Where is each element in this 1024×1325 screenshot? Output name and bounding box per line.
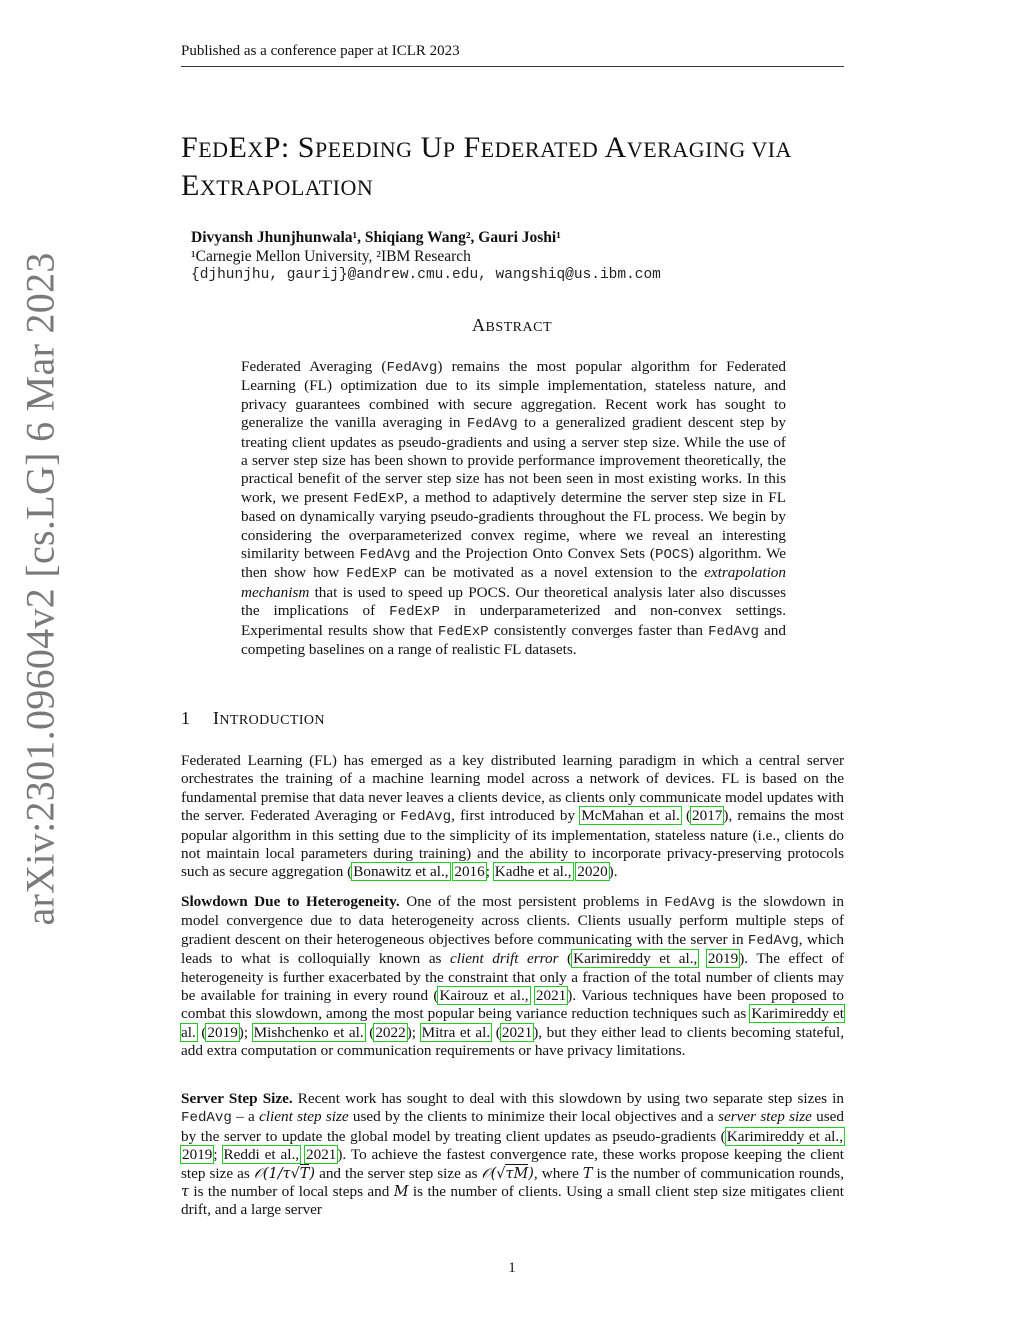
citation-link[interactable]: 2021 xyxy=(501,1023,533,1041)
citation-link[interactable]: Kadhe et al., xyxy=(494,863,572,881)
section-heading-introduction: 1 INTRODUCTION xyxy=(181,708,325,728)
paper-title xyxy=(181,130,861,206)
citation-link[interactable]: 2019 xyxy=(207,1023,238,1041)
citation-link[interactable]: Reddi et al., xyxy=(223,1146,300,1164)
citation-link[interactable]: 2020 xyxy=(577,863,608,881)
arxiv-identifier-stamp: arXiv:2301.09604v2 [cs.LG] 6 Mar 2023 xyxy=(17,252,63,926)
abstract-body: Federated Averaging (FedAvg) remains the most popular algorithm for Federated Learning (FL) optimization due to its simple implementation, stateless nature, and privacy guarantees combined with secure aggregation. Recent work has sought to generalize the vanilla averaging in FedAvg to a generalized gradient descent step by treating client updates as pseudo-gradients and using a server step size. While the use of a server step size has been shown to provide performance improvement theoretically, the practical benefit of the server step size has not been seen in most existing works. In this work, we present FedExP, a method to adaptively determine the server step size in FL based on dynamically varying pseudo-gradients throughout the FL process. We begin by considering the overparameterized convex regime, where we reveal an interesting similarity between FedAvg and the Projection Onto Convex Sets (POCS) algorithm. We then show how FedExP can be motivated as a novel extension to the extrapolation mechanism that is used to speed up POCS. Our theoretical analysis later also discusses the implications of FedExP in underparameterized and non-convex settings. Experimental results show that FedExP consistently converges faster than FedAvg and competing baselines on a range of realistic FL datasets. xyxy=(241,358,787,659)
author-emails: {djhunjhu, gaurij}@andrew.cmu.edu, wangshiq@us.ibm.com xyxy=(191,267,661,283)
citation-link[interactable]: Mishchenko et al. xyxy=(253,1023,364,1041)
header-rule xyxy=(181,66,844,67)
paragraph-heading: Slowdown Due to Heterogeneity. xyxy=(181,893,400,910)
citation-link[interactable]: Bonawitz et al., xyxy=(353,863,449,881)
math-server-step-size: 𝒪(√τM) xyxy=(481,1165,534,1182)
citation-link[interactable]: 2019 xyxy=(182,1146,213,1164)
author-block xyxy=(191,228,661,285)
intro-paragraph-3: Server Step Size. Recent work has sought to deal with this slowdown by using two separate step sizes in FedAvg – a client step size used by the clients to minimize their local objectives and a server step size used by the server to update the global model by treating client updates as pseudo-gradients (Karimireddy et al., 2019; Reddi et al., 2021). To achieve the fastest convergence rate, these works propose keeping the client step size as 𝒪(1/τ√T) and the server step size as 𝒪(√τM), where T is the number of communication rounds, τ is the number of local steps and M is the number of clients. Using a small client step size mitigates client drift, and a large server xyxy=(181,1090,845,1219)
citation-link[interactable]: 2019 xyxy=(707,950,739,968)
citation-link[interactable]: 2021 xyxy=(535,987,567,1005)
math-client-step-size: 𝒪(1/τ√T) xyxy=(253,1165,316,1182)
citation-link[interactable]: McMahan et al. xyxy=(581,807,680,825)
author-names: Divyansh Jhunjhunwala¹, Shiqiang Wang², Gauri Joshi¹ xyxy=(191,229,561,246)
citation-link[interactable]: 2017 xyxy=(692,807,723,825)
intro-paragraph-1: Federated Learning (FL) has emerged as a key distributed learning paradigm in which a central server orchestrates the training of a machine learning model across a network of devices. FL is based on the fundamental premise that data never leaves a clients device, as clients only communicate model updates with the server. Federated Averaging or FedAvg, first introduced by McMahan et al. (2017), remains the most popular algorithm in this setting due to the simplicity of its implementation, stateless nature (i.e., clients do not maintain local parameters during training) and the ability to incorporate privacy-preserving protocols such as secure aggregation (Bonawitz et al., 2016; Kadhe et al., 2020). xyxy=(181,752,844,881)
citation-link[interactable]: Karimireddy et al., xyxy=(573,950,698,968)
citation-link[interactable]: Karimireddy et al., xyxy=(726,1127,844,1145)
citation-link[interactable]: Kairouz et al., xyxy=(439,987,529,1005)
page-number: 1 xyxy=(508,1260,516,1276)
citation-link[interactable]: Mitra et al. xyxy=(421,1023,491,1041)
citation-link[interactable]: 2016 xyxy=(454,863,485,881)
title-line-2: EXTRAPOLATION xyxy=(181,169,374,202)
author-affiliations: ¹Carnegie Mellon University, ²IBM Research xyxy=(191,248,471,265)
intro-paragraph-2: Slowdown Due to Heterogeneity. One of the most persistent problems in FedAvg is the slowdown in model convergence due to data heterogeneity across clients. Clients usually perform multiple steps of gradient descent on their heterogeneous objectives before communicating with the server in FedAvg, which leads to what is colloquially known as client drift error (Karimireddy et al., 2019). The effect of heterogeneity is further exacerbated by the constraint that only a fraction of the total number of clients may be available for training in every round (Kairouz et al., 2021). Various techniques have been proposed to combat this slowdown, among the most popular being variance reduction techniques such as Karimireddy et al. (2019); Mishchenko et al. (2022); Mitra et al. (2021), but they either lead to clients becoming stateful, add extra computation or communication requirements or have privacy limitations. xyxy=(181,893,845,1060)
conference-header: Published as a conference paper at ICLR 2023 xyxy=(181,43,460,59)
paragraph-heading: Server Step Size. xyxy=(181,1090,293,1107)
citation-link[interactable]: 2021 xyxy=(306,1146,337,1164)
title-line-1: FEDEXP: SPEEDING UP FEDERATED AVERAGING VIA xyxy=(181,131,792,164)
abstract-heading: ABSTRACT xyxy=(471,315,552,335)
citation-link[interactable]: Karimireddy et al. xyxy=(181,1005,845,1041)
citation-link[interactable]: 2022 xyxy=(375,1023,406,1041)
